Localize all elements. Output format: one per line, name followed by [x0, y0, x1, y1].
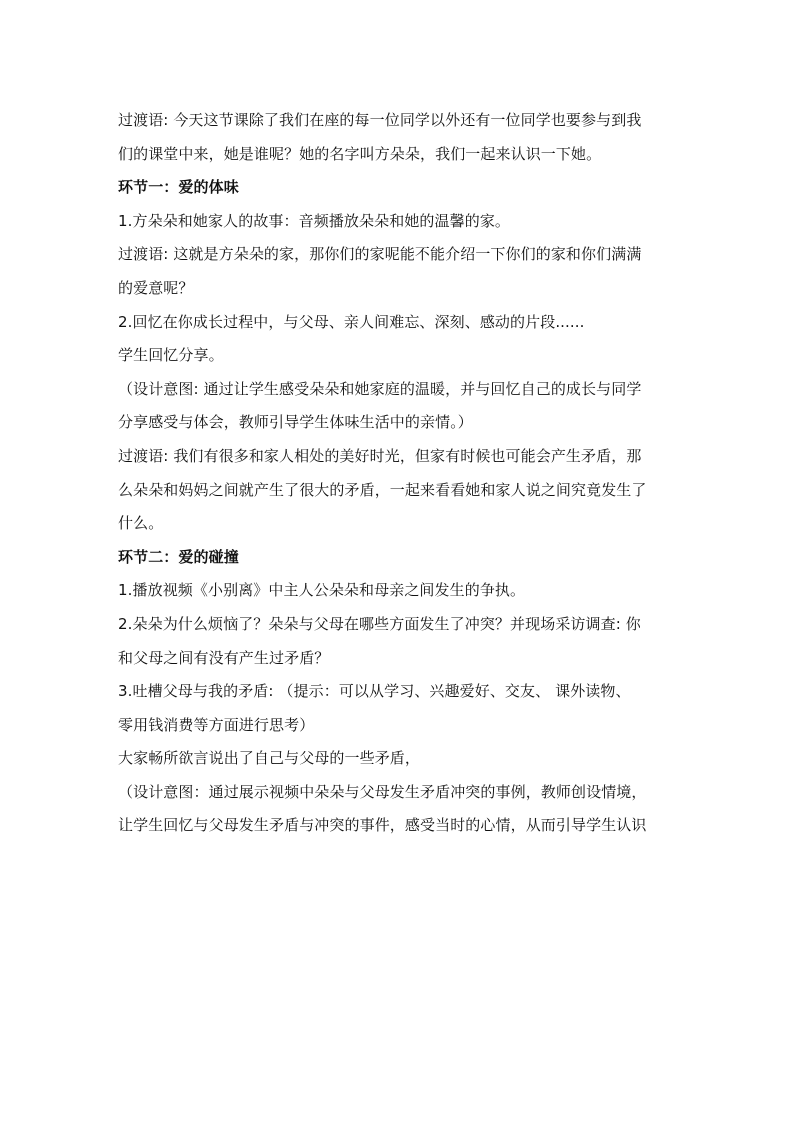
body-line-19: 零用钱消费等方面进行思考）: [118, 715, 315, 734]
body-line-16: 2.朵朵为什么烦恼了？朵朵与父母在哪些方面发生了冲突？并现场采访调查: 你: [118, 614, 641, 633]
body-line-4: 1.方朵朵和她家人的故事：音频播放朵朵和她的温馨的家。: [118, 211, 511, 230]
document-body: [118, 104, 678, 843]
body-line-11: 过渡语: 我们有很多和家人相处的美好时光，但家有时候也可能会产生矛盾，那: [118, 446, 642, 465]
body-line-22: 让学生回忆与父母发生矛盾与冲突的事件，感受当时的心情，从而引导学生认识: [118, 816, 647, 835]
body-line-17: 和父母之间有没有产生过矛盾？: [118, 648, 330, 667]
section-heading-2: 环节二：爱的碰撞: [118, 547, 239, 566]
body-line-21: （设计意图：通过展示视频中朵朵与父母发生矛盾冲突的事例，教师创设情境，: [118, 782, 647, 801]
body-line-10: 分享感受与体会，教师引导学生体味生活中的亲情。）: [118, 413, 473, 432]
body-line-20: 大家畅所欲言说出了自己与父母的一些矛盾，: [118, 749, 421, 768]
body-line-5: 过渡语: 这就是方朵朵的家，那你们的家呢能不能介绍一下你们的家和你们满满: [118, 245, 642, 264]
body-line-7: 2.回忆在你成长过程中，与父母、亲人间难忘、深刻、感动的片段......: [118, 312, 585, 331]
body-line-18: 3.吐槽父母与我的矛盾: （提示：可以从学习、兴趣爱好、交友、 课外读物、: [118, 682, 631, 701]
body-line-13: 什么。: [118, 514, 164, 533]
body-line-8: 学生回忆分享。: [118, 346, 224, 365]
body-line-15: 1.播放视频《小别离》中主人公朵朵和母亲之间发生的争执。: [118, 581, 526, 600]
body-line-2: 们的课堂中来，她是谁呢？她的名字叫方朵朵，我们一起来认识一下她。: [118, 144, 602, 163]
body-line-12: 么朵朵和妈妈之间就产生了很大的矛盾，一起来看看她和家人说之间究竟发生了: [118, 480, 647, 499]
body-line-1: 过渡语: 今天这节课除了我们在座的每一位同学以外还有一位同学也要参与到我: [118, 111, 642, 129]
body-line-6: 的爱意呢？: [118, 278, 194, 297]
body-line-9: （设计意图: 通过让学生感受朵朵和她家庭的温暖，并与回忆自己的成长与同学: [118, 379, 642, 398]
section-heading-1: 环节一：爱的体味: [118, 178, 239, 197]
